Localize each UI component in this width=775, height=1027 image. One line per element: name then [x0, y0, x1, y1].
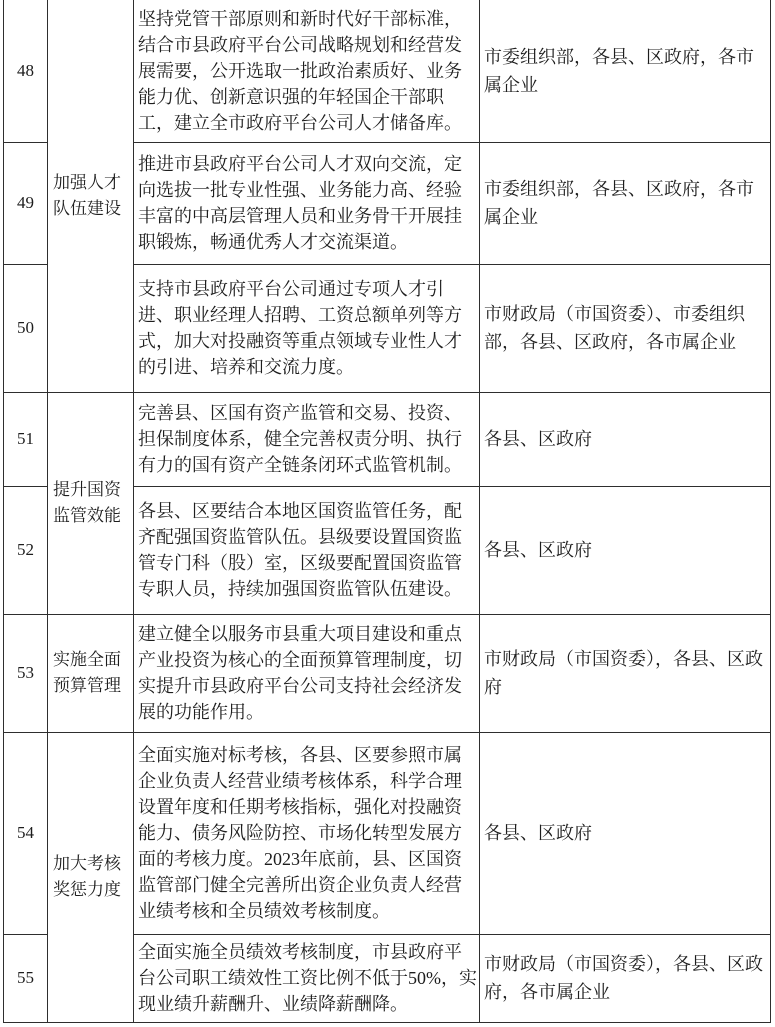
responsible-cell: 市委组织部，各县、区政府，各市属企业 — [480, 0, 771, 142]
measure-cell: 全面实施对标考核，各县、区要参照市属企业负责人经营业绩考核体系，科学合理设置年度和任期考核指标，强化对投融资能力、债务风险防控、市场化转型发展方面的考核力度。2023年底前，县、区国资监管部门健全完善所出资企业负责人经营业绩考核和全员绩效考核制度。 — [134, 732, 480, 934]
seq-cell: 51 — [4, 392, 48, 486]
category-cell: 加大考核奖惩力度 — [48, 732, 134, 1022]
seq-cell: 54 — [4, 732, 48, 934]
seq-cell: 48 — [4, 0, 48, 142]
responsible-cell: 市财政局（市国资委），各县、区政府，各市属企业 — [480, 934, 771, 1022]
measure-cell: 坚持党管干部原则和新时代好干部标准，结合市县政府平台公司战略规划和经营发展需要，公开选取一批政治素质好、业务能力优、创新意识强的年轻国企干部职工，建立全市政府平台公司人才储备库。 — [134, 0, 480, 142]
measure-cell: 建立健全以服务市县重大项目建设和重点产业投资为核心的全面预算管理制度，切实提升市县政府平台公司支持社会经济发展的功能作用。 — [134, 614, 480, 732]
responsible-cell: 市财政局（市国资委）、市委组织部，各县、区政府，各市属企业 — [480, 264, 771, 392]
category-cell: 加强人才队伍建设 — [48, 0, 134, 392]
category-cell: 提升国资监管效能 — [48, 392, 134, 614]
seq-cell: 50 — [4, 264, 48, 392]
table-row — [4, 0, 771, 142]
table-row — [4, 392, 771, 486]
measure-cell: 推进市县政府平台公司人才双向交流，定向选拔一批专业性强、业务能力高、经验丰富的中高层管理人员和业务骨干开展挂职锻炼，畅通优秀人才交流渠道。 — [134, 142, 480, 264]
seq-cell: 55 — [4, 934, 48, 1022]
measure-cell: 全面实施全员绩效考核制度，市县政府平台公司职工绩效性工资比例不低于50%，实现业绩升薪酬升、业绩降薪酬降。 — [134, 934, 480, 1022]
measures-table — [3, 0, 771, 1023]
responsible-cell: 各县、区政府 — [480, 392, 771, 486]
measure-cell: 完善县、区国有资产监管和交易、投资、担保制度体系，健全完善权责分明、执行有力的国有资产全链条闭环式监管机制。 — [134, 392, 480, 486]
seq-cell: 52 — [4, 486, 48, 614]
table-row — [4, 614, 771, 732]
responsible-cell: 各县、区政府 — [480, 732, 771, 934]
seq-cell: 49 — [4, 142, 48, 264]
category-cell: 实施全面预算管理 — [48, 614, 134, 732]
measure-cell: 支持市县政府平台公司通过专项人才引进、职业经理人招聘、工资总额单列等方式，加大对投融资等重点领域专业性人才的引进、培养和交流力度。 — [134, 264, 480, 392]
measure-cell: 各县、区要结合本地区国资监管任务，配齐配强国资监管队伍。县级要设置国资监管专门科（股）室，区级要配置国资监管专职人员，持续加强国资监管队伍建设。 — [134, 486, 480, 614]
responsible-cell: 市委组织部，各县、区政府，各市属企业 — [480, 142, 771, 264]
responsible-cell: 市财政局（市国资委），各县、区政府 — [480, 614, 771, 732]
table-row — [4, 732, 771, 934]
seq-cell: 53 — [4, 614, 48, 732]
responsible-cell: 各县、区政府 — [480, 486, 771, 614]
